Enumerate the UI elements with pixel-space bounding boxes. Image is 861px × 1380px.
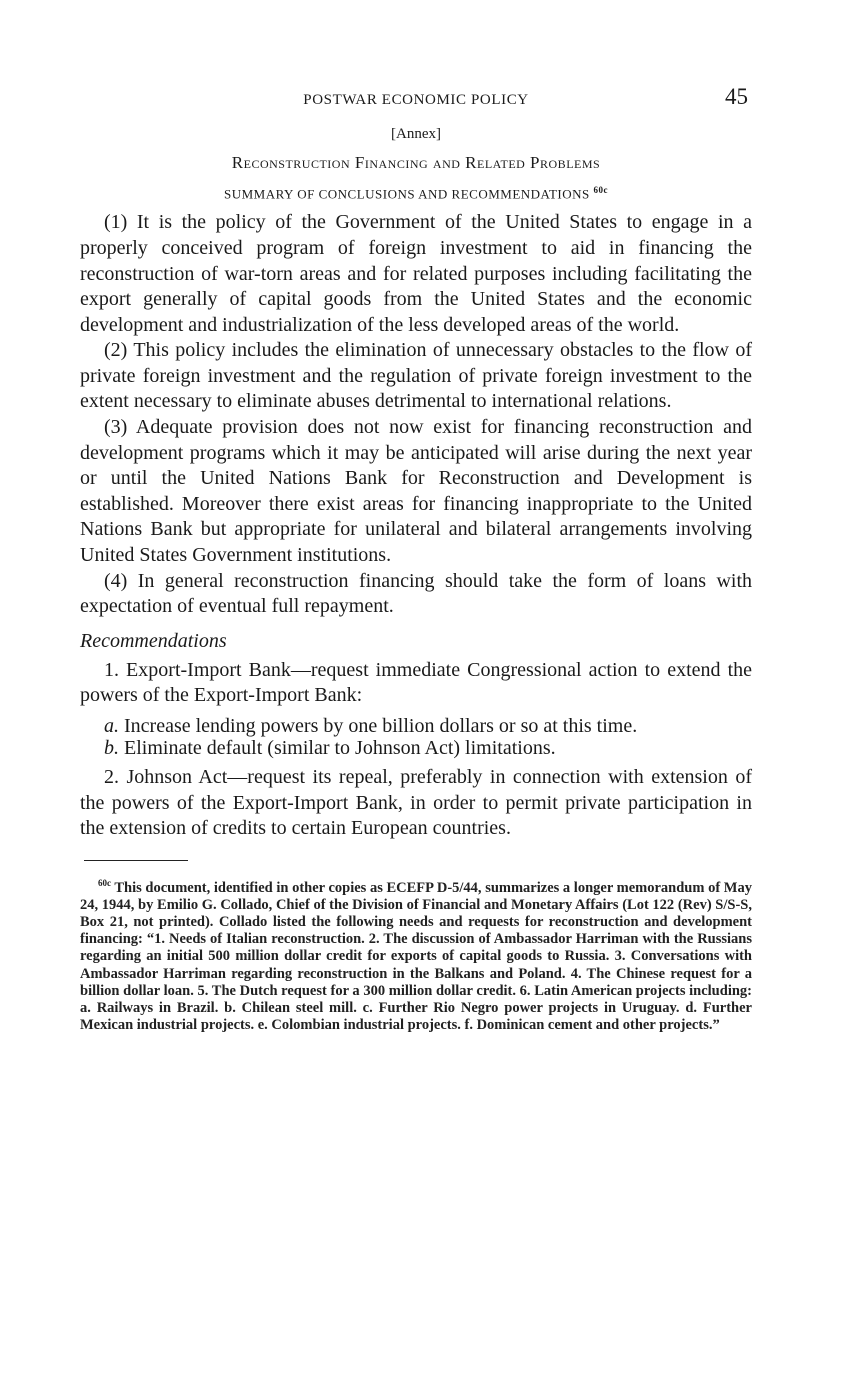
document-page xyxy=(80,84,752,1034)
footnote-mark: 60c xyxy=(98,877,111,888)
sub-item-list xyxy=(104,715,752,759)
sub-item-letter: b. xyxy=(104,737,119,760)
sub-item-text: Eliminate default (similar to Johnson Act) limitations. xyxy=(124,737,556,760)
sub-item xyxy=(104,715,752,737)
paragraph-1: (1) It is the policy of the Government of the United States to engage in a properly conceived program of foreign investment to aid in financing the reconstruction of war-torn areas and for related purposes including facilitating the export generally of capital goods from the United States and the economic development and industrialization of the less developed areas of the world. xyxy=(80,211,752,336)
document-subtitle xyxy=(80,185,752,202)
page-number: 45 xyxy=(725,84,748,109)
sub-item-letter: a. xyxy=(104,715,119,738)
footnote-text: This document, identified in other copies as ECEFP D-5/44, summarizes a longer memorandum of May 24, 1944, by Emilio G. Collado, Chief of the Division of Financial and Monetary Affairs (Lot 122 (Rev) S/S-S, Box 21, not printed). Collado listed the following needs and requests for reconstruction and development financing: “1. Needs of Italian reconstruction. 2. The discussion of Ambassador Harriman with the Russians regarding an initial 500 million dollar credit for exports of capital goods to Russia. 3. Conversations with Ambassador Harriman regarding reconstruction in the Balkans and Poland. 4. The Chinese request for a billion dollar loan. 5. The Dutch request for a 300 million dollar credit. 6. Latin American projects including: a. Railways in Brazil. b. Chilean steel mill. c. Further Rio Negro power projects in Uruguay. d. Further Mexican industrial projects. e. Colombian industrial projects. f. Dominican cement and other projects.” xyxy=(80,879,752,1034)
footnote xyxy=(80,875,752,1035)
recommendation-2-block xyxy=(80,765,752,842)
recommendation-2: 2. Johnson Act—request its repeal, preferably in connection with extension of the powers of the Export-Import Bank, in order to permit private participation in the extension of credits to certain European countries. xyxy=(80,766,752,840)
running-head xyxy=(80,84,752,118)
sub-item xyxy=(104,737,752,759)
document-title: Reconstruction Financing and Related Problems xyxy=(231,153,601,172)
recommendations-heading: Recommendations xyxy=(80,629,227,652)
subtitle-text: SUMMARY OF CONCLUSIONS AND RECOMMENDATIONS xyxy=(223,186,590,202)
paragraph-3: (3) Adequate provision does not now exist for financing reconstruction and development programs which it may be anticipated will arise during the next year or until the United Nations Bank for Reconstruction and Development is established. Moreover there exist areas for financing inappropriate to the United Nations Bank but appropriate for unilateral and bilateral arrangements involving United States Government institutions. xyxy=(80,416,752,567)
subtitle-footnote-mark: 60c xyxy=(593,185,609,195)
paragraph-4: (4) In general reconstruction financing should take the form of loans with expectation of eventual full repayment. xyxy=(80,569,752,618)
running-title: POSTWAR ECONOMIC POLICY xyxy=(303,92,529,108)
body-text xyxy=(80,210,752,620)
paragraph-2: (2) This policy includes the elimination of unnecessary obstacles to the flow of private foreign investment and the regulation of private foreign investment to the extent necessary to eliminate abuses detrimental to international relations. xyxy=(80,339,752,413)
recommendation-1-block xyxy=(80,658,752,709)
footnote-divider xyxy=(84,860,188,861)
annex-label: [Annex] xyxy=(391,126,441,142)
recommendation-1: 1. Export-Import Bank—request immediate Congressional action to extend the powers of the Export-Import Bank: xyxy=(80,658,752,707)
sub-item-text: Increase lending powers by one billion dollars or so at this time. xyxy=(124,715,638,738)
